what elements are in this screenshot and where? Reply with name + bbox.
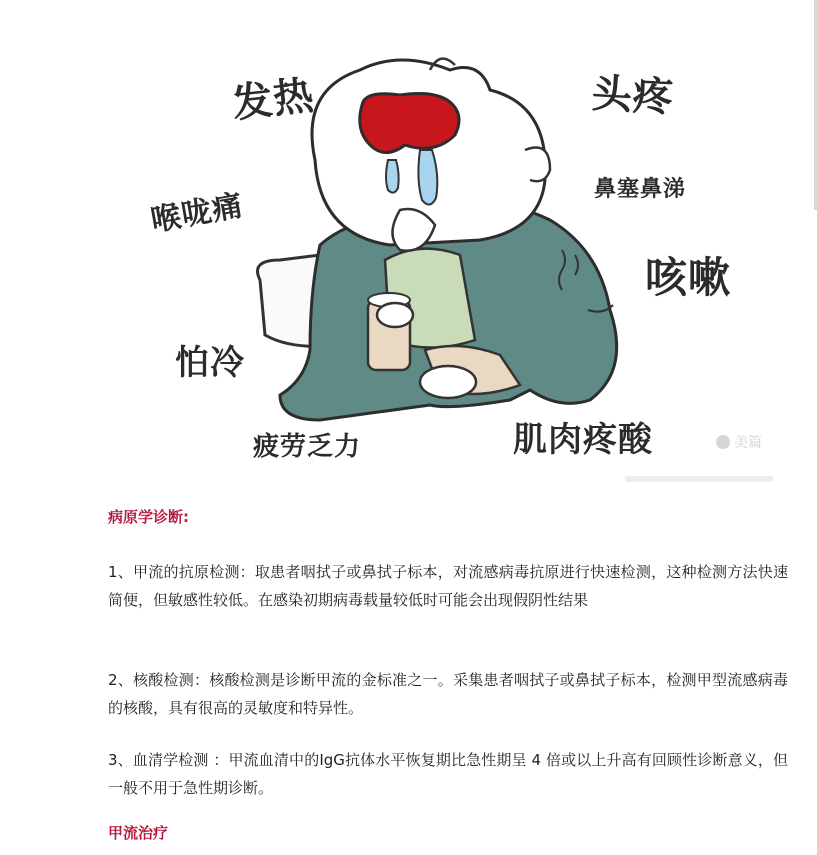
section-heading-treatment: 甲流治疗	[108, 824, 169, 842]
watermark-logo-icon	[716, 435, 730, 449]
symptom-fever-label: 发热	[230, 72, 317, 128]
foot-left	[420, 366, 476, 398]
hand-on-cup	[377, 303, 413, 327]
watermark	[716, 432, 762, 452]
symptom-stuffy-nose-label: 鼻塞鼻涕	[594, 177, 687, 202]
watermark-text: 美篇	[734, 435, 762, 451]
symptom-sore-throat-label: 喉咙痛	[148, 188, 246, 239]
red-nose	[360, 94, 459, 153]
paragraph-antigen-test: 1、甲流的抗原检测：取患者咽拭子或鼻拭子标本，对流感病毒抗原进行快速检测，这种检测方法快速简便，但敏感性较低。在感染初期病毒载量较低时可能会出现假阴性结果	[108, 563, 788, 609]
symptom-cough-label: 咳嗽	[645, 253, 732, 302]
tear-right	[418, 150, 437, 205]
section-heading-diagnosis: 病原学诊断:	[108, 508, 189, 526]
paragraph-nucleic-acid-test: 2、核酸检测：核酸检测是诊断甲流的金标准之一。采集患者咽拭子或鼻拭子标本，检测甲型流感病毒的核酸，具有很高的灵敏度和特异性。	[108, 671, 788, 717]
symptom-muscle-ache-label: 肌肉疼酸	[513, 420, 653, 460]
symptom-fatigue-label: 疲劳乏力	[253, 432, 362, 462]
watermark-underline	[625, 476, 773, 482]
symptom-headache-label: 头疼	[590, 70, 675, 122]
paragraph-serology-test: 3、血清学检测 ：甲流血清中的IgG抗体水平恢复期比急性期呈 4 倍或以上升高有回顾性诊断意义，但一般不用于急性期诊断。	[108, 751, 788, 797]
tear-left	[386, 160, 399, 193]
symptom-chills-label: 怕冷	[175, 343, 245, 383]
